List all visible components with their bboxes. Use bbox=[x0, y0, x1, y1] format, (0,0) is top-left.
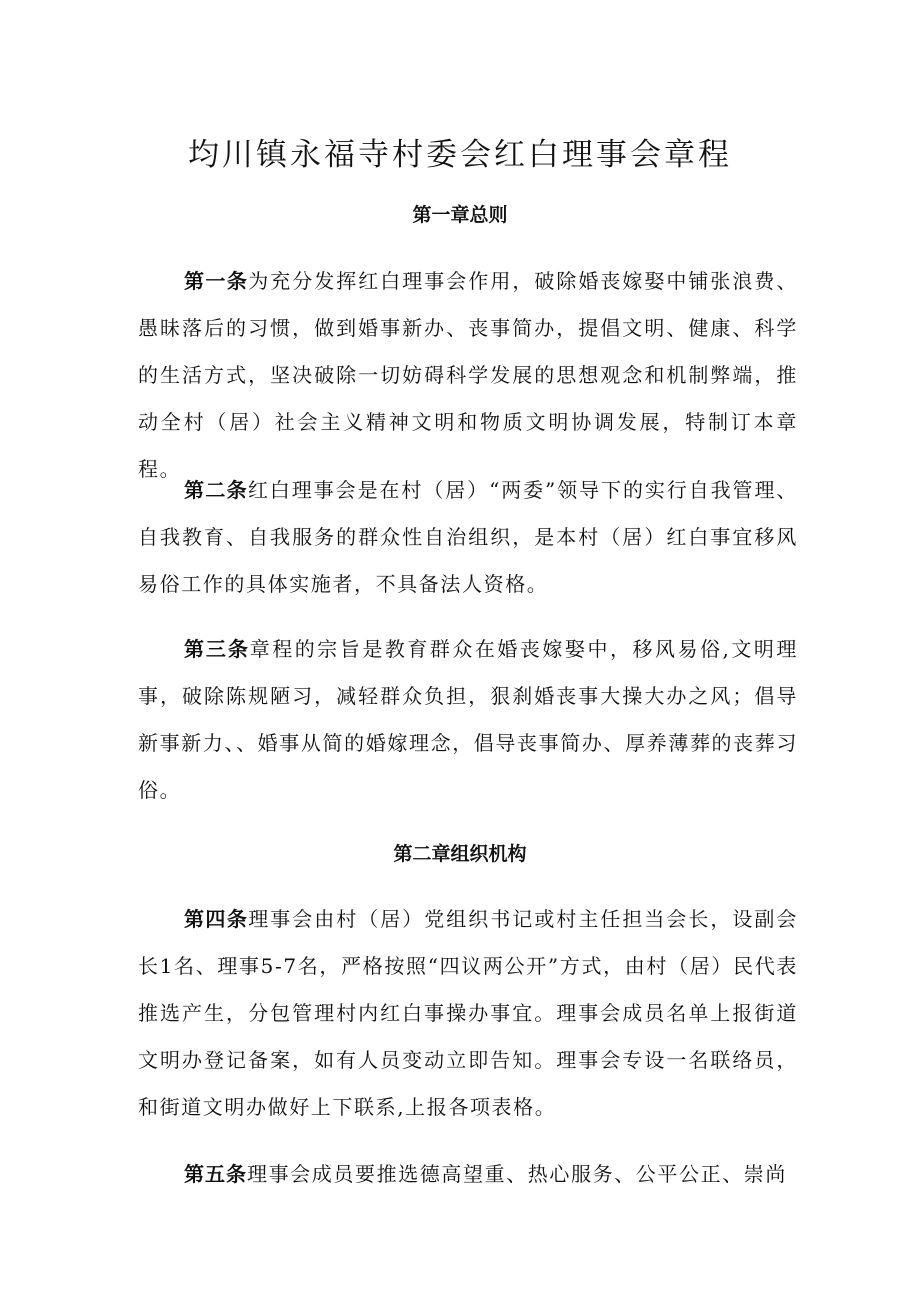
article-text: 理事会由村（居）党组织书记或村主任担当会长，设副会长1名、理事5-7名，严格按照“四议两公开”方式，由村（居）民代表推选产生，分包管理村内红白事操办事宜。理事会成员名单上报街道文明办登记备案，如有人员变动立即告知。理事会专设一名联络员，和街道文明办做好上下联系,上报各项表格。 bbox=[138, 907, 799, 1119]
chapter-heading-2: 第二章组织机构 bbox=[393, 843, 527, 865]
article-label: 第四条 bbox=[184, 907, 249, 931]
document-title: 均川镇永福寺村委会红白理事会章程 bbox=[188, 137, 732, 173]
article-5 bbox=[138, 1151, 798, 1198]
article-label: 第三条 bbox=[184, 637, 250, 661]
chapter-heading-1: 第一章总则 bbox=[412, 204, 508, 226]
article-text: 红白理事会是在村（居）“两委”领导下的实行自我管理、自我教育、自我服务的群众性自治组织，是本村（居）红白事宜移风易俗工作的具体实施者，不具备法人资格。 bbox=[138, 478, 798, 596]
article-label: 第一条 bbox=[184, 269, 249, 293]
article-2 bbox=[138, 467, 798, 608]
article-1 bbox=[138, 258, 798, 493]
article-3 bbox=[138, 626, 798, 814]
article-label: 第五条 bbox=[184, 1162, 247, 1186]
article-text: 章程的宗旨是教育群众在婚丧嫁娶中，移风易俗,文明理事，破除陈规陋习，减轻群众负担，狠刹婚丧事大操大办之风；倡导新事新力、、婚事从简的婚嫁理念，倡导丧事简办、厚养薄葬的丧葬习俗。 bbox=[138, 637, 799, 802]
article-text: 为充分发挥红白理事会作用，破除婚丧嫁娶中铺张浪费、愚昧落后的习惯，做到婚事新办、丧事简办，提倡文明、健康、科学的生活方式，坚决破除一切妨碍科学发展的思想观念和机制弊端，推动全村（居）社会主义精神文明和物质文明协调发展，特制订本章程。 bbox=[138, 269, 799, 481]
article-label: 第二条 bbox=[184, 478, 248, 502]
article-text: 理事会成员要推选德高望重、热心服务、公平公正、崇尚 bbox=[247, 1162, 787, 1186]
article-4 bbox=[138, 896, 798, 1131]
